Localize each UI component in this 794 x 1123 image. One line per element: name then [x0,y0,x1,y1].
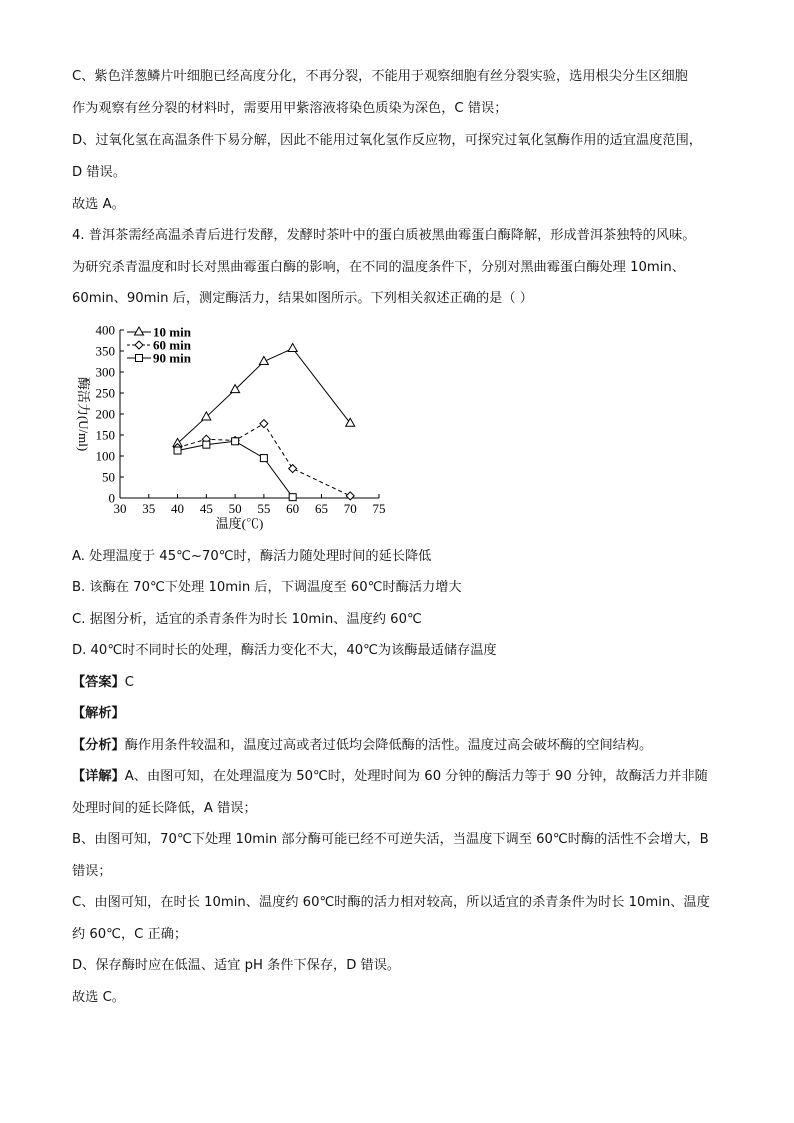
y-tick-label: 400 [95,322,115,338]
fenxi-text: 酶作用条件较温和，温度过高或者过低均会降低酶的活性。温度过高会破坏酶的空间结构。 [124,738,653,753]
option-b: B. 该酶在 70℃下处理 10min 后，下调温度至 60℃时酶活力增大 [72,580,462,595]
prev-analysis-c-line2: 作为观察有丝分裂的材料时，需要用甲紫溶液将染色质染为深色，C 错误； [72,101,508,116]
option-c: C. 据图分析，适宜的杀青条件为时长 10min、温度约 60℃ [72,612,422,627]
series-2-point [346,492,354,500]
x-tick-label: 50 [228,501,242,516]
x-tick-label: 35 [142,501,156,516]
y-tick-label: 100 [95,448,115,464]
x-tick-label: 40 [171,501,185,516]
series-2-point [260,420,268,428]
series-3-point [174,447,181,454]
analysis-a-line1: A、由图可知，在处理温度为 50℃时，处理时间为 60 分钟的酶活力等于 90 分钟，故酶活力并非随 [124,769,708,784]
y-axis-label: 酶活力(U/ml) [76,376,91,452]
analysis-conclusion: 故选 C。 [72,990,125,1005]
series-3-point [260,455,267,462]
analysis-label: 【解析】 [72,706,125,721]
xiangjie-a-line1 [72,768,708,786]
xiangjie-label: 【详解】 [72,769,125,784]
fenxi-line [72,737,652,755]
answer-value: C [124,675,134,690]
analysis-c-line2: 约 60℃，C 正确； [72,927,188,942]
x-tick-label: 30 [113,501,127,516]
series-3-point [289,494,296,501]
x-tick-label: 45 [199,501,213,516]
legend-label-1: 10 min [153,324,191,340]
analysis-a-line2: 处理时间的延长降低，A 错误； [72,801,257,816]
legend-marker-1 [135,327,144,335]
analysis-b-line2: 错误； [72,864,112,879]
prev-analysis-conclusion: 故选 A。 [72,197,125,212]
prev-analysis-d-line1: D、过氧化氢在高温条件下易分解，因此不能用过氧化氢作反应物，可探究过氧化氢酶作用的适宜温度范围， [72,133,702,148]
series-line-3 [178,441,293,497]
legend-marker-3 [136,355,143,362]
analysis-b-line1: B、由图可知，70℃下处理 10min 部分酶可能已经不可逆失活，当温度下调至 60℃时酶的活性不会增大，B [72,832,709,847]
analysis-c-line1: C、由图可知，在时长 10min、温度约 60℃时酶的活力相对较高，所以适宜的杀青条件为时长 10min、温度 [72,895,710,910]
x-tick-label: 65 [314,501,328,516]
x-tick-label: 55 [257,501,271,516]
series-3-point [232,438,239,445]
option-d: D. 40℃时不同时长的处理，酶活力变化不大，40℃为该酶最适储存温度 [72,643,497,658]
y-tick-label: 350 [95,343,115,359]
answer-line [72,674,134,692]
x-tick-label: 60 [286,501,300,516]
x-tick-label: 70 [343,501,357,516]
legend-marker-2 [135,341,143,349]
series-1-point [202,412,211,420]
prev-analysis-d-line2: D 错误。 [72,165,126,180]
y-tick-label: 300 [95,364,115,380]
question-stem-line2: 为研究杀青温度和时长对黑曲霉蛋白酶的影响，在不同的温度条件下，分别对黑曲霉蛋白酶处理 10min、 [72,260,685,275]
x-axis-label: 温度(℃) [215,516,264,531]
y-tick-label: 200 [95,406,115,422]
series-2-point [289,465,297,473]
option-a: A. 处理温度于 45℃~70℃时，酶活力随处理时间的延长降低 [72,549,432,564]
legend-label-3: 90 min [153,350,191,366]
series-3-point [203,441,210,448]
fenxi-label: 【分析】 [72,738,125,753]
analysis-d-line1: D、保存酶时应在低温、适宜 pH 条件下保存，D 错误。 [72,958,401,973]
x-tick-label: 75 [372,501,386,516]
y-tick-label: 50 [102,469,115,485]
y-tick-label: 250 [95,385,115,401]
prev-analysis-c-line1: C、紫色洋葱鳞片叶细胞已经高度分化，不再分裂，不能用于观察细胞有丝分裂实验，选用根尖分生区细胞 [72,69,688,84]
question-stem-line3: 60min、90min 后，测定酶活力，结果如图所示。下列相关叙述正确的是（ ） [72,291,533,306]
series-1-point [288,343,297,351]
analysis-label-line [72,705,125,723]
y-tick-label: 0 [108,490,115,506]
question-stem-line1: 4. 普洱茶需经高温杀青后进行发酵，发酵时茶叶中的蛋白质被黑曲霉蛋白酶降解，形成普洱茶独特的风味。 [72,228,696,243]
legend-label-2: 60 min [153,337,191,353]
series-1-point [231,385,240,393]
y-tick-label: 150 [95,427,115,443]
enzyme-activity-chart [68,318,398,538]
answer-label: 【答案】 [72,675,125,690]
